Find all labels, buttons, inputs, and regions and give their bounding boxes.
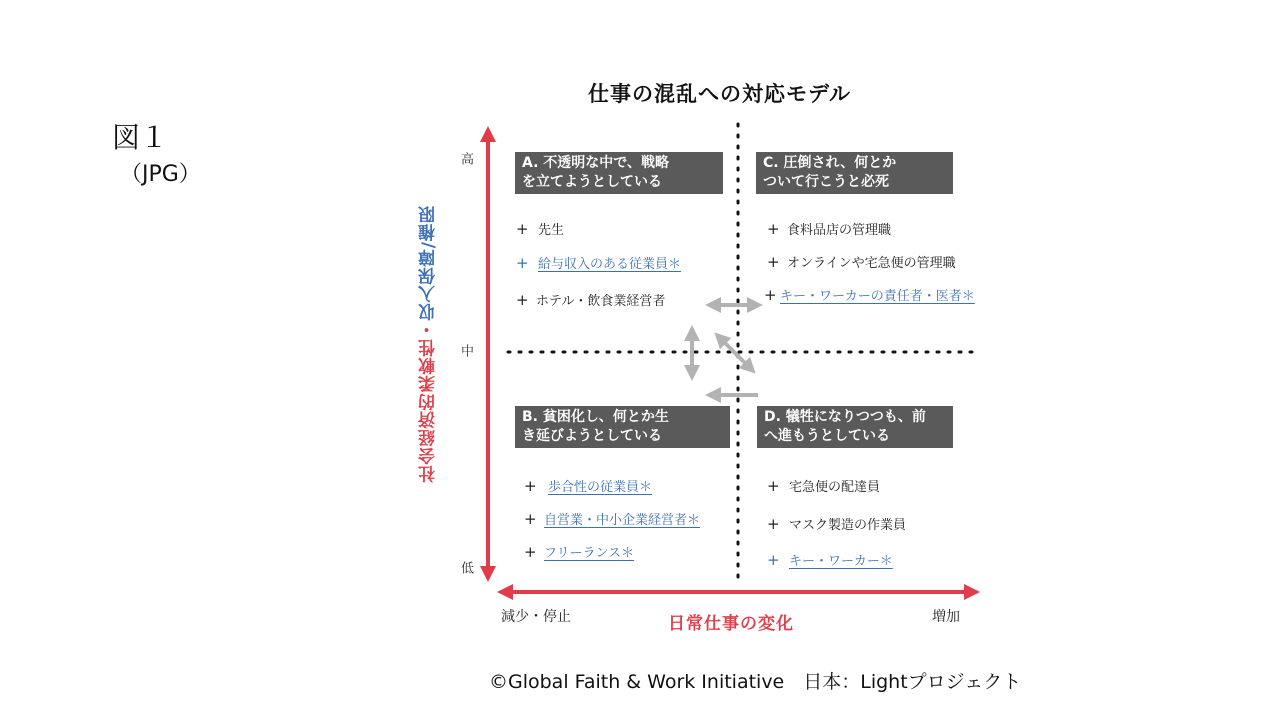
plus-icon: +: [524, 477, 537, 495]
item-text: 先生: [538, 223, 565, 238]
quadrant-c-item: [767, 219, 891, 238]
quadrant-c-header: [756, 152, 953, 194]
y-axis-label-blue: 収入保障/権限: [419, 205, 439, 321]
quadrant-d-header: [757, 406, 953, 448]
y-mid-label: 中: [458, 344, 473, 357]
plus-icon: +: [524, 543, 537, 561]
plus-icon: +: [767, 253, 780, 271]
quadrant-a-item: [516, 290, 665, 309]
plus-icon: +: [764, 286, 777, 304]
y-low-label: 低: [458, 561, 473, 574]
y-high-label: 高: [458, 152, 473, 165]
figure-sublabel: （JPG）: [120, 162, 201, 187]
item-text: マスク製造の作業員: [789, 518, 907, 533]
x-axis-label: 日常仕事の変化: [668, 614, 794, 634]
plus-icon: +: [767, 515, 780, 533]
quadrant-c-title-line2: ついて行こうと必死: [763, 174, 889, 190]
quadrant-d-title-line2: へ進もうとしている: [764, 428, 890, 444]
diagram-title: 仕事の混乱への対応モデル: [588, 82, 851, 106]
quadrant-d-title-line1: D. 犠牲になりつつも、前: [764, 409, 926, 425]
item-text: ホテル・飲食業経営者: [536, 294, 666, 309]
quadrant-b-item: [524, 476, 652, 495]
quadrant-a-title-line1: A. 不透明な中で、戦略: [522, 155, 670, 171]
y-axis-label-red: 社会経済的柔軟性・: [419, 320, 439, 483]
arrow-a-d: [720, 338, 750, 368]
quadrant-b-header: [515, 406, 730, 448]
quadrant-d-item: [767, 514, 906, 533]
quadrant-a-item: [516, 219, 564, 238]
figure-label: 図１: [112, 121, 169, 154]
plus-icon: +: [516, 254, 529, 272]
quadrant-c-title-line1: C. 圧倒され、何とか: [763, 155, 897, 171]
quadrant-d-item: [767, 550, 893, 569]
item-text: オンラインや宅急便の管理職: [787, 256, 956, 271]
quadrant-b-title-line1: B. 貧困化し、何とか生: [522, 409, 669, 425]
item-text: 自営業・中小企業経営者＊: [544, 513, 701, 528]
credit-line: ©Global Faith & Work Initiative 日本：Lightプロジェクト: [489, 671, 1022, 693]
quadrant-b-item: [524, 509, 700, 528]
plus-icon: +: [767, 551, 780, 569]
item-text: 食料品店の管理職: [787, 223, 892, 238]
item-text: フリーランス＊: [544, 546, 635, 561]
x-low-label: 減少・停止: [501, 609, 571, 625]
quadrant-a-item: [516, 253, 681, 272]
item-text: 宅急便の配達員: [789, 480, 881, 495]
y-axis-label: [416, 205, 441, 482]
quadrant-c-item: [767, 252, 956, 271]
quadrant-b-title-line2: き延びようとしている: [522, 428, 662, 444]
quadrant-a-header: [515, 152, 723, 194]
quadrant-d-item: [767, 476, 880, 495]
item-text: 給与収入のある従業員＊: [538, 257, 682, 272]
quadrant-b-item: [524, 542, 634, 561]
item-text: キー・ワーカー＊: [789, 554, 893, 569]
quadrant-a-title-line2: を立てようとしている: [522, 174, 662, 190]
plus-icon: +: [767, 477, 780, 495]
plus-icon: +: [524, 510, 537, 528]
plus-icon: +: [516, 291, 529, 309]
item-text: 歩合性の従業員＊: [548, 480, 653, 495]
plus-icon: +: [767, 220, 780, 238]
quadrant-c-item: [764, 285, 975, 304]
x-high-label: 増加: [932, 609, 960, 625]
plus-icon: +: [516, 220, 529, 238]
item-text: キー・ワーカーの責任者・医者＊: [780, 289, 975, 304]
